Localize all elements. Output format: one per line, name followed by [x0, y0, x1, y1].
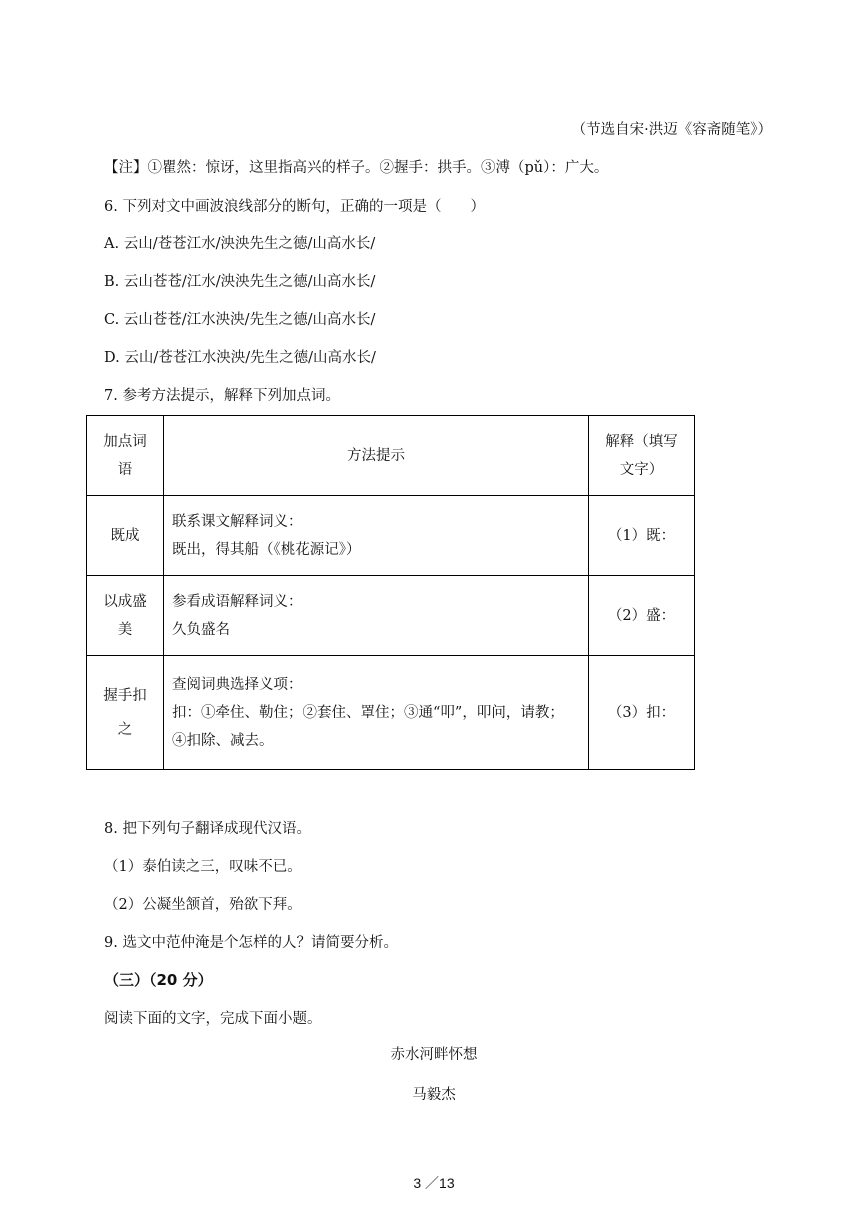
table-header-row	[87, 416, 695, 496]
table-row	[87, 656, 695, 770]
question-6-option-c: C. 云山苍苍/江水泱泱/先生之德/山高水长/	[104, 312, 376, 328]
source-citation: （节选自宋·洪迈《容斋随笔》）	[571, 122, 772, 138]
question-6-option-b: B. 云山苍苍/江水/泱泱先生之德/山高水长/	[104, 274, 376, 290]
row-answer-blank: （1）既：	[589, 496, 695, 576]
row-word: 握手扣 之	[87, 656, 164, 770]
section-heading: （三）（20 分）	[104, 971, 213, 989]
row-answer-blank: （2）盛：	[589, 576, 695, 656]
method-table	[86, 415, 695, 770]
row-hint: 参看成语解释词义： 久负盛名	[164, 576, 589, 656]
question-9-stem: 9. 选文中范仲淹是个怎样的人？请简要分析。	[104, 935, 398, 951]
question-8-stem: 8. 把下列句子翻译成现代汉语。	[104, 821, 311, 837]
question-6-stem: 6. 下列对文中画波浪线部分的断句，正确的一项是（ ）	[104, 199, 485, 215]
header-explanation: 解释（填写 文字）	[589, 416, 695, 496]
annotation-note: 【注】①瞿然：惊讶，这里指高兴的样子。②握手：拱手。③溥（pǔ）：广大。	[104, 160, 609, 176]
question-7-stem: 7. 参考方法提示，解释下列加点词。	[104, 388, 340, 404]
question-6-option-d: D. 云山/苍苍江水泱泱/先生之德/山高水长/	[104, 350, 376, 366]
page-number: 3 ／13	[413, 1175, 455, 1191]
row-hint: 查阅词典选择义项： 扣：①牵住、勒住；②套住、罩住；③通“叩”，叩问，请教； ④扣除、减去。	[164, 656, 589, 770]
header-method: 方法提示	[164, 416, 589, 496]
reading-instruction: 阅读下面的文字，完成下面小题。	[104, 1011, 322, 1027]
table-row	[87, 576, 695, 656]
row-answer-blank: （3）扣：	[589, 656, 695, 770]
header-word: 加点词 语	[87, 416, 164, 496]
table-row	[87, 496, 695, 576]
question-6-option-a: A. 云山/苍苍江水/泱泱先生之德/山高水长/	[104, 236, 376, 252]
article-author: 马毅杰	[412, 1087, 456, 1103]
row-hint: 联系课文解释词义： 既出，得其船（《桃花源记》）	[164, 496, 589, 576]
row-word: 既成	[87, 496, 164, 576]
question-8-item-1: （1）泰伯读之三，叹味不已。	[104, 859, 302, 875]
row-word: 以成盛 美	[87, 576, 164, 656]
article-title: 赤水河畔怀想	[390, 1047, 478, 1063]
question-8-item-2: （2）公凝坐颔首，殆欲下拜。	[104, 897, 302, 913]
